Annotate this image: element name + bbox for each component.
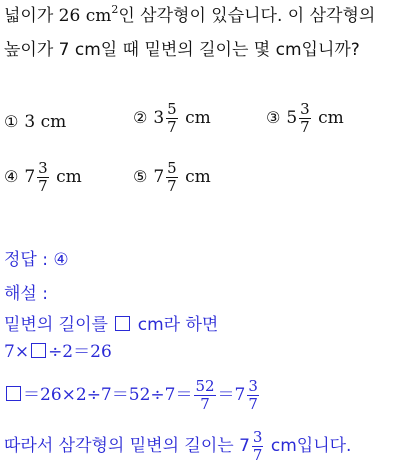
- option-unit: cm: [56, 167, 82, 187]
- option-whole: 5: [286, 108, 298, 128]
- blank-box-icon: [6, 386, 21, 401]
- step-text: 밑변의 길이를: [4, 315, 114, 335]
- fraction-denominator: 7: [167, 118, 177, 136]
- fraction-denominator: 7: [38, 177, 48, 195]
- option-fraction: [166, 160, 178, 195]
- option-5[interactable]: [133, 160, 211, 195]
- fraction-denominator: 7: [252, 446, 263, 464]
- option-whole: 3: [153, 108, 165, 128]
- fraction-numerator: 3: [252, 428, 263, 446]
- option-unit: cm: [185, 167, 211, 187]
- option-value: 3: [24, 112, 36, 132]
- blank-box-icon: [115, 316, 130, 331]
- equation-part: ＝7: [217, 385, 246, 405]
- fraction-numerator: 3: [38, 159, 48, 177]
- fraction-denominator: 7: [200, 395, 210, 413]
- solution-step-1: [4, 315, 218, 335]
- fraction-numerator: 5: [167, 100, 177, 118]
- option-marker: ④: [4, 167, 19, 186]
- question-text: 넓이가: [4, 6, 59, 26]
- option-3[interactable]: [266, 101, 344, 136]
- mixed-fraction: [247, 378, 259, 413]
- option-fraction: [166, 101, 178, 136]
- option-marker: ⑤: [133, 167, 148, 186]
- conclusion-text: 따라서 삼각형의 밑변의 길이는 7: [4, 436, 250, 456]
- fraction-numerator: 5: [167, 159, 177, 177]
- fraction-denominator: 7: [248, 395, 258, 413]
- area-value: 26: [58, 6, 81, 26]
- option-whole: 7: [24, 167, 36, 187]
- area-exponent: 2: [111, 3, 119, 16]
- fraction-denominator: 7: [167, 177, 177, 195]
- area-unit: cm: [80, 6, 112, 26]
- equation-part: ＝26×2÷7＝52÷7＝: [23, 385, 193, 405]
- option-unit: cm: [185, 108, 211, 128]
- option-whole: 7: [153, 167, 165, 187]
- solution-step-3: [4, 375, 261, 415]
- solution-step-2: [4, 342, 112, 362]
- option-marker: ③: [266, 108, 281, 127]
- fraction-numerator: 3: [248, 377, 258, 395]
- explanation-label: 해설 :: [4, 284, 48, 304]
- option-marker: ①: [4, 112, 19, 131]
- answer-line: 정답 : ④: [4, 250, 69, 270]
- option-1[interactable]: [4, 112, 66, 132]
- fraction-numerator: 52: [195, 377, 215, 395]
- option-marker: ②: [133, 108, 148, 127]
- improper-fraction: [194, 378, 215, 413]
- option-fraction: [299, 101, 311, 136]
- option-4[interactable]: [4, 160, 82, 195]
- option-unit: cm: [318, 108, 344, 128]
- question-line-2: 높이가 7 cm일 때 밑변의 길이는 몇 cm입니까?: [4, 40, 360, 60]
- fraction-denominator: 7: [300, 118, 310, 136]
- solution-step-4: [4, 426, 351, 466]
- conclusion-text: cm입니다.: [265, 436, 352, 456]
- equation-part: ÷2＝26: [48, 342, 112, 362]
- answer-fraction: [252, 429, 264, 464]
- equation-part: 7×: [4, 342, 30, 362]
- option-2[interactable]: [133, 101, 211, 136]
- blank-box-icon: [31, 343, 46, 358]
- question-text: 인 삼각형이 있습니다. 이 삼각형의: [118, 6, 376, 26]
- step-text: cm라 하면: [132, 315, 219, 335]
- question-line-1: [4, 3, 376, 26]
- fraction-numerator: 3: [300, 100, 310, 118]
- option-fraction: [37, 160, 49, 195]
- option-unit: cm: [40, 112, 67, 132]
